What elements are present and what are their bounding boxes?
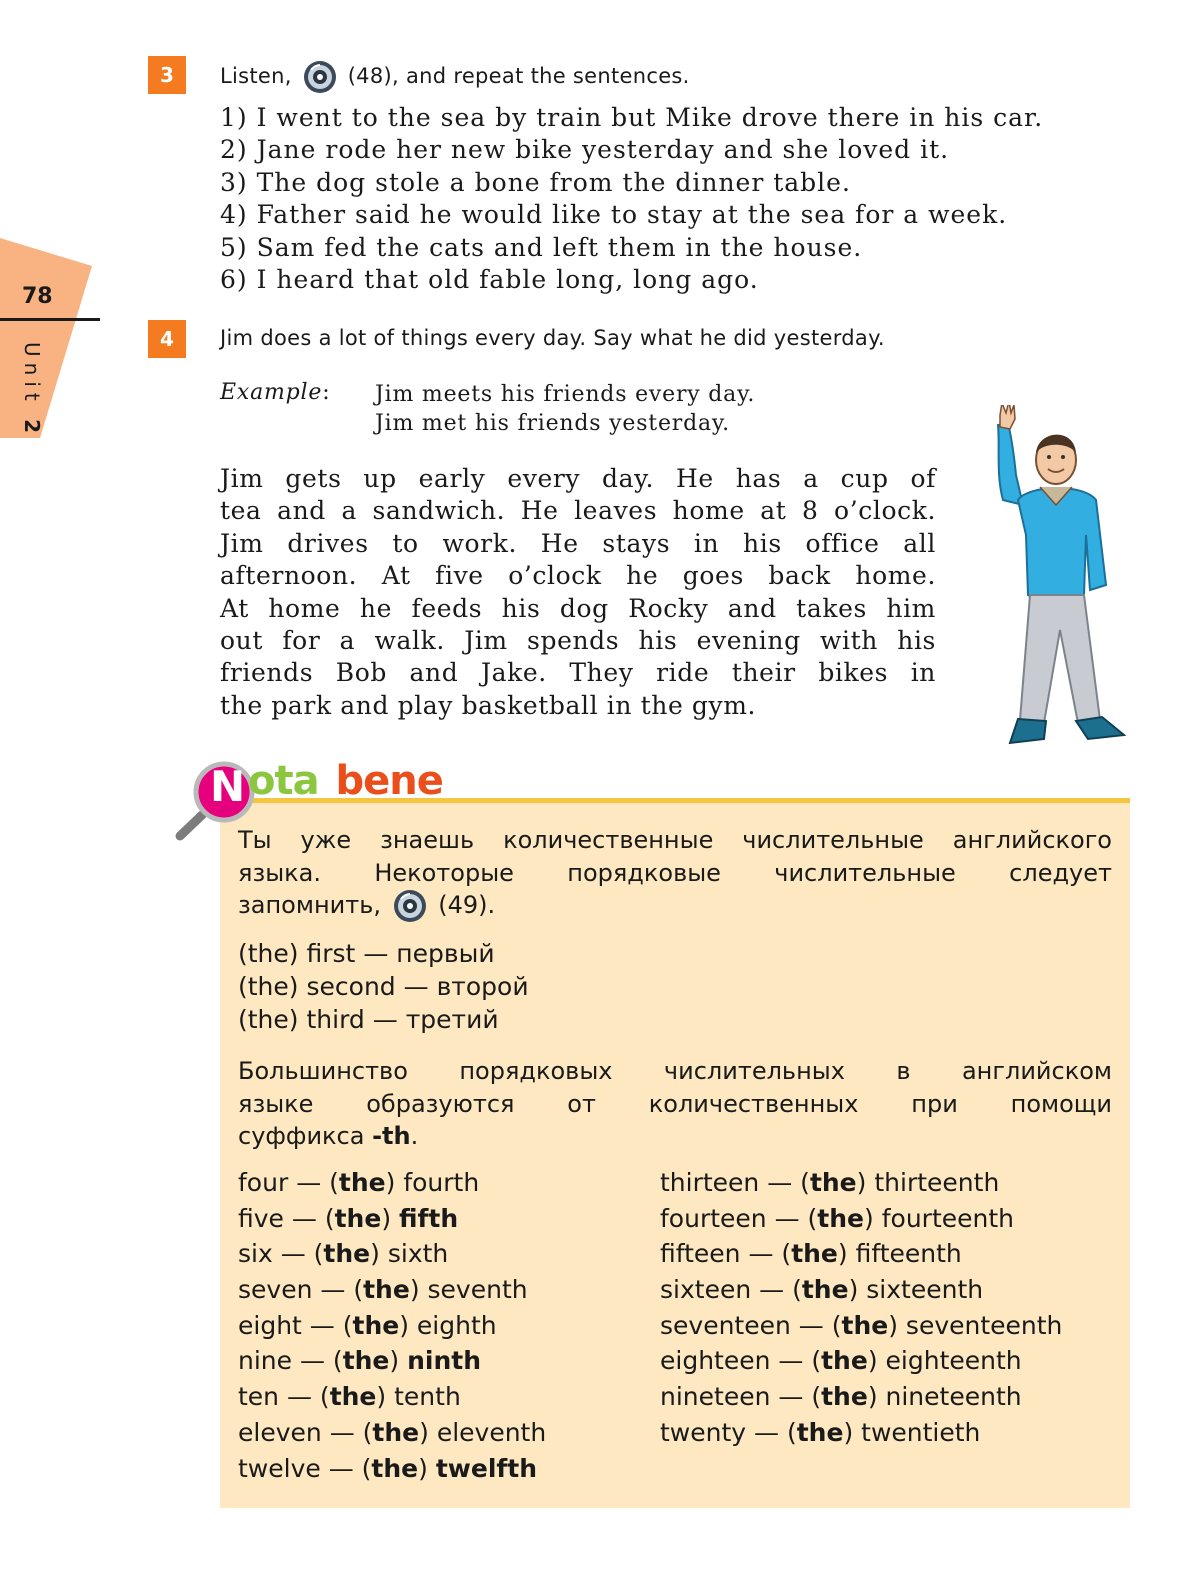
ordinal-word: second (306, 971, 396, 1001)
number-row: six — (the) sixth (238, 1239, 449, 1269)
nota-bene-title: N ota bene (210, 758, 443, 811)
intro-line-1: Ты уже знаешь количественные числительные английского (238, 826, 1112, 854)
paragraph-line: tea and a sandwich. He leaves home at 8 o’clock. (220, 496, 936, 526)
ordinal-word: third (306, 1004, 365, 1034)
ordinal: seventeenth (905, 1310, 1063, 1340)
number-row: nine — (the) ninth (238, 1346, 482, 1376)
number-row: eleven — (the) eleventh (238, 1417, 547, 1447)
nota-bene-intro (238, 824, 1112, 923)
dash: — (778, 1346, 804, 1376)
page-number: 78 (22, 284, 53, 309)
article: the (363, 1275, 410, 1305)
exercise-3-badge: 3 (148, 56, 186, 94)
intro-line-3: запомнить, (49). (238, 889, 1112, 923)
article: the (334, 1203, 382, 1233)
numbers-left-column (238, 1165, 546, 1486)
dash: — (774, 1203, 800, 1233)
number-row: eight — (the) eighth (238, 1310, 497, 1340)
ordinal: fourth (403, 1168, 480, 1197)
ordinal: fifteenth (855, 1239, 962, 1269)
exercise-3-sentences (220, 102, 1043, 296)
cardinal: twelve (238, 1453, 321, 1483)
exercise-4-paragraph (220, 463, 936, 722)
dash: — (299, 1346, 325, 1376)
article: the (796, 1417, 844, 1447)
ordinal: seventh (427, 1275, 528, 1305)
exercise-3-instruction: Listen, (48), and repeat the sentences. (220, 60, 690, 94)
cardinal: fourteen (660, 1203, 767, 1233)
ordinal-item (238, 1004, 529, 1037)
nota-bene-rule-text (238, 1055, 1112, 1153)
ordinal: nineteenth (885, 1382, 1022, 1412)
unit-label: Unit 2 (20, 342, 44, 439)
example-line-2: Jim met his friends yesterday. (375, 411, 730, 436)
dash: — (759, 1275, 785, 1305)
dash: — (309, 1310, 335, 1340)
sentence-6: 6) I heard that old fable long, long ago. (220, 265, 759, 295)
paragraph-line: afternoon. At five o’clock he goes back home. (220, 561, 936, 591)
cardinal: six (238, 1239, 273, 1269)
ordinal: twelfth (435, 1453, 538, 1483)
cardinal: nine (238, 1346, 293, 1376)
number-row: four — (the) fourth (238, 1168, 480, 1197)
cardinal: thirteen (660, 1168, 760, 1197)
exercise-4-badge: 4 (148, 320, 186, 358)
cardinal: four (238, 1168, 289, 1197)
ordinal-dash: — (363, 939, 389, 968)
numbers-right-column (660, 1165, 1062, 1451)
article: the (801, 1275, 849, 1305)
dash: — (778, 1382, 804, 1412)
paragraph-line: friends Bob and Jake. They ride their bikes in (220, 658, 936, 688)
ordinal: fifth (399, 1203, 459, 1233)
dash: — (286, 1382, 312, 1412)
ordinal-item (238, 938, 529, 971)
cardinal: nineteen (660, 1382, 771, 1412)
article: the (841, 1310, 889, 1340)
number-row: twenty — (the) twentieth (660, 1417, 981, 1447)
ordinal: eighth (416, 1310, 497, 1340)
number-row: seven — (the) seventh (238, 1275, 528, 1305)
ordinal-item (238, 971, 529, 1004)
paragraph-line: the park and play basketball in the gym. (220, 690, 757, 720)
article: the (821, 1382, 868, 1412)
cardinal: five (238, 1203, 284, 1233)
ordinal-ru: второй (436, 971, 529, 1001)
intro-line-2: языка. Некоторые порядковые числительные следует (238, 858, 1112, 887)
article: the (338, 1168, 386, 1197)
ordinal: eighteenth (885, 1346, 1022, 1376)
number-row: sixteen — (the) sixteenth (660, 1275, 984, 1305)
ordinal-article: (the) (238, 939, 299, 968)
number-row: ten — (the) tenth (238, 1382, 461, 1412)
sentence-3: 3) The dog stole a bone from the dinner table. (220, 167, 851, 197)
number-row: nineteen — (the) nineteenth (660, 1382, 1022, 1412)
number-row: seventeen — (the) seventeenth (660, 1310, 1063, 1340)
number-row: fifteen — (the) fifteenth (660, 1239, 962, 1269)
article: the (329, 1382, 377, 1412)
ordinal: thirteenth (874, 1168, 1000, 1197)
example-line-1: Jim meets his friends every day. (375, 382, 756, 407)
paragraph-line: out for a walk. Jim spends his evening with his (220, 626, 936, 656)
ordinal: eleventh (436, 1417, 547, 1447)
rule-line-2: языке образуются от количественных при помощи (238, 1089, 1112, 1118)
dash: — (296, 1168, 322, 1197)
ordinal: fourteenth (881, 1203, 1014, 1233)
cardinal: eight (238, 1310, 302, 1340)
side-divider (0, 318, 100, 321)
article: the (352, 1310, 400, 1340)
paragraph-line: At home he feeds his dog Rocky and takes him (220, 593, 936, 623)
cd-icon[interactable] (303, 60, 337, 94)
dash: — (798, 1310, 824, 1340)
article: the (323, 1239, 371, 1269)
paragraph-line: Jim gets up early every day. He has a cup of (220, 464, 936, 493)
dash: — (754, 1417, 780, 1447)
ordinal-dash: — (403, 971, 429, 1001)
boy-illustration (978, 405, 1138, 750)
number-row: thirteen — (the) thirteenth (660, 1168, 1000, 1197)
dash: — (329, 1417, 355, 1447)
paragraph-line: Jim drives to work. He stays in his office all (220, 528, 936, 558)
example-label: Example (220, 380, 323, 405)
ordinal: ninth (407, 1346, 482, 1376)
cardinal: seven (238, 1275, 313, 1305)
article: the (791, 1239, 838, 1269)
cardinal: eighteen (660, 1346, 771, 1376)
number-row: fourteen — (the) fourteenth (660, 1203, 1014, 1233)
cd-icon[interactable] (393, 889, 427, 923)
side-tab (0, 238, 92, 438)
dash: — (767, 1168, 793, 1197)
number-row: twelve — (the) twelfth (238, 1453, 538, 1483)
cardinal: ten (238, 1382, 280, 1412)
ordinal: twentieth (861, 1417, 981, 1447)
rule-line-3: суффикса -th. (238, 1122, 419, 1150)
cardinal: seventeen (660, 1310, 791, 1340)
article: the (817, 1203, 865, 1233)
number-row: five — (the) fifth (238, 1203, 459, 1233)
example-block: Example: (220, 380, 331, 405)
cardinal: eleven (238, 1417, 322, 1447)
number-row: eighteen — (the) eighteenth (660, 1346, 1022, 1376)
sentence-5: 5) Sam fed the cats and left them in the house. (220, 232, 863, 262)
ordinal: sixteenth (866, 1275, 984, 1305)
article: the (809, 1168, 857, 1197)
ordinal-ru: третий (405, 1004, 499, 1034)
ordinal-ru: первый (396, 939, 495, 968)
dash: — (291, 1203, 317, 1233)
exercise-4-instruction: Jim does a lot of things every day. Say what he did yesterday. (220, 326, 885, 350)
rule-line-1: Большинство порядковых числительных в английском (238, 1057, 1112, 1085)
cardinal: twenty (660, 1417, 747, 1447)
dash: — (328, 1453, 354, 1483)
sentence-1: 1) I went to the sea by train but Mike drove there in his car. (220, 103, 1044, 132)
dash: — (280, 1239, 306, 1269)
dash: — (320, 1275, 346, 1305)
cardinal: fifteen (660, 1239, 741, 1269)
article: the (342, 1346, 390, 1376)
ordinal-article: (the) (238, 971, 299, 1001)
article: the (371, 1453, 419, 1483)
article: the (821, 1346, 868, 1376)
article: the (372, 1417, 420, 1447)
dash: — (748, 1239, 774, 1269)
ordinal-list (238, 938, 529, 1036)
sentence-2: 2) Jane rode her new bike yesterday and she loved it. (220, 135, 950, 165)
ordinal-word: first (306, 939, 356, 968)
ordinal: sixth (387, 1239, 449, 1269)
sentence-4: 4) Father said he would like to stay at the sea for a week. (220, 200, 1008, 230)
ordinal-dash: — (372, 1004, 398, 1034)
ordinal: tenth (394, 1382, 461, 1412)
ordinal-article: (the) (238, 1004, 299, 1034)
cardinal: sixteen (660, 1275, 752, 1305)
